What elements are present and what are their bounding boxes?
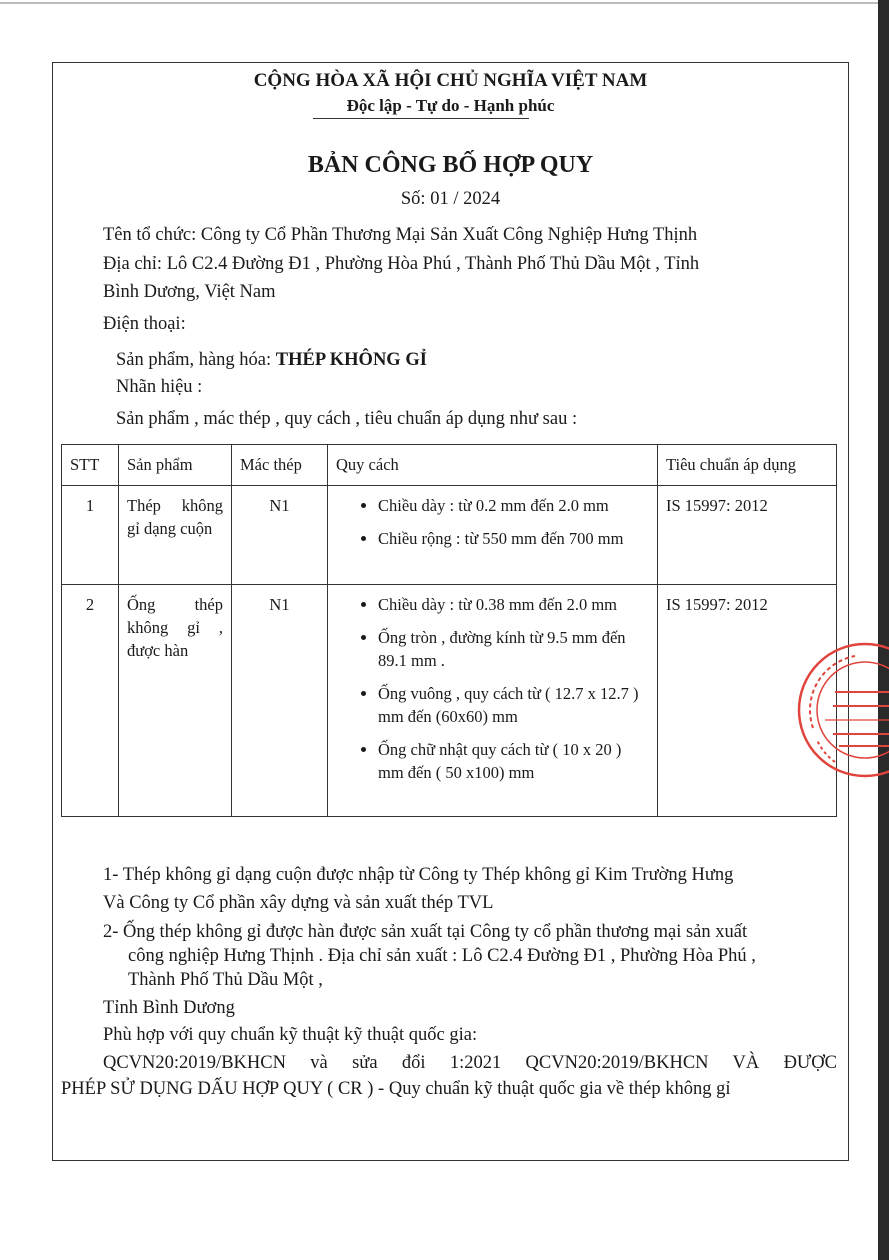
note-2a: 2- Ống thép không gỉ được hàn được sản xuất tại Công ty cổ phần thương mại sản xuất bbox=[103, 922, 748, 942]
cell-standard: IS 15997: 2012 bbox=[658, 585, 837, 817]
doc-number: Số: 01 / 2024 bbox=[400, 189, 501, 209]
table-header-row bbox=[62, 445, 837, 486]
seal-lettering-marks bbox=[810, 656, 889, 762]
note-2c: Thành Phố Thủ Dầu Một , bbox=[128, 970, 323, 990]
col-standard: Tiêu chuẩn áp dụng bbox=[658, 445, 837, 486]
spec-item: • Chiều dày : từ 0.2 mm đến 2.0 mm bbox=[378, 494, 649, 517]
org-name: Tên tổ chức: Công ty Cổ Phần Thương Mại Sản Xuất Công Nghiệp Hưng Thịnh bbox=[103, 225, 698, 245]
cell-grade: N1 bbox=[232, 585, 328, 817]
cell-product: Ống thép không gỉ , được hàn bbox=[119, 585, 232, 817]
note-5a: QCVN20:2019/BKHCN và sửa đổi 1:2021 QCVN20:2019/BKHCN VÀ ĐƯỢC bbox=[103, 1053, 837, 1073]
cell-standard: IS 15997: 2012 bbox=[658, 486, 837, 585]
note-5b: PHÉP SỬ DỤNG DẤU HỢP QUY ( CR ) - Quy chuẩn kỹ thuật quốc gia về thép không gỉ bbox=[61, 1079, 731, 1099]
cell-stt: 2 bbox=[62, 585, 119, 817]
company-seal bbox=[795, 640, 889, 780]
motto-underline bbox=[313, 118, 529, 119]
note-1a: 1- Thép không gỉ dạng cuộn được nhập từ Công ty Thép không gỉ Kim Trường Hưng bbox=[103, 865, 734, 885]
product-table bbox=[61, 444, 837, 817]
scan-edge-top bbox=[0, 2, 889, 4]
col-stt: STT bbox=[62, 445, 119, 486]
col-grade: Mác thép bbox=[232, 445, 328, 486]
cell-spec bbox=[328, 486, 658, 585]
spec-item: • Ống vuông , quy cách từ ( 12.7 x 12.7 ) mm đến (60x60) mm bbox=[378, 682, 649, 728]
phone: Điện thoại: bbox=[103, 314, 186, 334]
nation-heading: CỘNG HÒA XÃ HỘI CHỦ NGHĨA VIỆT NAM bbox=[253, 70, 648, 91]
product-line bbox=[116, 349, 427, 371]
cell-stt: 1 bbox=[62, 486, 119, 585]
spec-item: • Chiều dày : từ 0.38 mm đến 2.0 mm bbox=[378, 593, 649, 616]
address-line-1: Địa chỉ: Lô C2.4 Đường Đ1 , Phường Hòa Phú , Thành Phố Thủ Dầu Một , Tỉnh bbox=[103, 254, 700, 274]
spec-item: • Ống tròn , đường kính từ 9.5 mm đến 89.1 mm . bbox=[378, 626, 649, 672]
brand: Nhãn hiệu : bbox=[116, 377, 203, 397]
table-row bbox=[62, 585, 837, 817]
motto: Độc lập - Tự do - Hạnh phúc bbox=[346, 96, 555, 115]
cell-spec bbox=[328, 585, 658, 817]
page-title: BẢN CÔNG BỐ HỢP QUY bbox=[307, 152, 594, 178]
product-label: Sản phẩm, hàng hóa: bbox=[116, 350, 276, 370]
note-2b: công nghiệp Hưng Thịnh . Địa chỉ sản xuất : Lô C2.4 Đường Đ1 , Phường Hòa Phú , bbox=[128, 946, 756, 966]
table-intro: Sản phẩm , mác thép , quy cách , tiêu chuẩn áp dụng như sau : bbox=[116, 409, 578, 429]
spec-item: • Ống chữ nhật quy cách từ ( 10 x 20 ) mm đến ( 50 x100) mm bbox=[378, 738, 649, 784]
cell-grade: N1 bbox=[232, 486, 328, 585]
product-value: THÉP KHÔNG GỈ bbox=[275, 350, 427, 370]
spec-item: • Chiều rộng : từ 550 mm đến 700 mm bbox=[378, 527, 649, 550]
col-spec: Quy cách bbox=[328, 445, 658, 486]
note-3: Tỉnh Bình Dương bbox=[103, 998, 235, 1018]
col-product: Sản phẩm bbox=[119, 445, 232, 486]
table-row bbox=[62, 486, 837, 585]
note-1b: Và Công ty Cổ phần xây dựng và sản xuất thép TVL bbox=[103, 893, 494, 913]
scan-edge-right bbox=[878, 0, 889, 1260]
note-4: Phù hợp với quy chuẩn kỹ thuật kỹ thuật quốc gia: bbox=[103, 1025, 478, 1045]
cell-product: Thép không gỉ dạng cuộn bbox=[119, 486, 232, 585]
address-line-2: Bình Dương, Việt Nam bbox=[103, 282, 276, 302]
